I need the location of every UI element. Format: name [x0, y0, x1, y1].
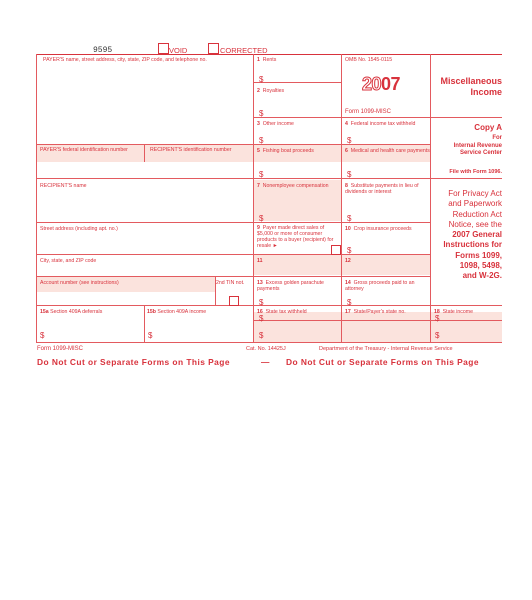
box7-label: 7 Nonemployee compensation: [257, 183, 329, 189]
void-label: VOID: [169, 46, 188, 55]
file-with-1096: File with Form 1096.: [449, 169, 502, 175]
rule-box15-top: [36, 305, 253, 306]
rule-box7-top: [253, 178, 430, 179]
rule-account-top: [36, 276, 253, 277]
rule-box16-mid: [253, 320, 341, 321]
privacy-notice: For Privacy Act and Paperwork Reduction Act Notice, see the 2007 General Instructions for Forms 1099, 1098, 5498, and W-2G.: [443, 189, 502, 281]
box8-label: 8 Substitute payments in lieu of dividends or interest: [345, 183, 419, 195]
box9-label: 9 Payer made direct sales of $5,000 or more of consumer products to a buyer (recipient) for resale ►: [257, 225, 334, 249]
footer-form-id: Form 1099-MISC: [37, 346, 84, 352]
rule-city-top: [36, 254, 253, 255]
box17-label: 17 State/Payer's state no.: [345, 309, 406, 315]
box15-divider: [144, 305, 145, 342]
rule-box3-top: [253, 117, 341, 118]
rule-copy-top: [430, 117, 502, 118]
box1-dollar: $: [259, 75, 264, 84]
corrected-label: CORRECTED: [220, 46, 268, 55]
form-label: Form 1099-MISC: [345, 109, 392, 115]
box5-dollar: $: [259, 170, 264, 179]
box4-dollar: $: [347, 136, 352, 145]
box8-dollar: $: [347, 214, 352, 223]
box18-dollar-2: $: [435, 331, 440, 340]
box18-shade: [431, 312, 502, 342]
box2-dollar: $: [259, 109, 264, 118]
box12-label: 12: [345, 258, 351, 264]
second-tin-checkbox[interactable]: [229, 296, 239, 306]
fed-id-divider: [144, 144, 145, 162]
box3-label: 3 Other income: [257, 121, 294, 127]
footer-cat-no: Cat. No. 14425J: [246, 346, 286, 352]
copy-label: Copy A: [474, 123, 502, 132]
rule-box13-top: [253, 276, 430, 277]
cut-warning-left: Do Not Cut or Separate Forms on This Page: [37, 357, 230, 367]
box3-dollar: $: [259, 136, 264, 145]
control-number: 9595: [93, 46, 113, 55]
rule-street-top: [36, 222, 253, 223]
rule-box2-top: [253, 82, 341, 83]
box10-dollar: $: [347, 246, 352, 255]
box18-dollar-1: $: [435, 314, 440, 323]
corrected-checkbox[interactable]: [208, 43, 219, 54]
street-label: Street address (including apt. no.): [40, 226, 118, 232]
box15b-dollar: $: [148, 331, 153, 340]
box16-shade: [254, 312, 341, 342]
box1-label: 1 Rents: [257, 57, 277, 63]
rule-box11-top: [253, 254, 430, 255]
box5-label: 5 Fishing boat proceeds: [257, 148, 314, 154]
rule-box18-mid: [430, 320, 502, 321]
rule-box5-top: [253, 144, 430, 145]
account-label: Account number (see instructions): [40, 280, 119, 286]
col-divider-1: [253, 54, 254, 342]
rule-box9-top: [253, 222, 430, 223]
box7-dollar: $: [259, 214, 264, 223]
col-divider-2: [341, 54, 342, 342]
left-rule: [36, 54, 37, 342]
city-label: City, state, and ZIP code: [40, 258, 97, 264]
box6-dollar: $: [347, 170, 352, 179]
box15a-dollar: $: [40, 331, 45, 340]
bottom-rule: [36, 342, 502, 343]
footer-dept: Department of the Treasury - Internal Revenue Service: [319, 346, 453, 352]
recipient-id-label: RECIPIENT'S identification number: [150, 147, 232, 153]
box9-checkbox[interactable]: [331, 245, 341, 255]
cut-warning-right: Do Not Cut or Separate Forms on This Page: [286, 357, 479, 367]
rule-box4-top: [341, 117, 430, 118]
box15b-label: 15b Section 409A income: [147, 309, 207, 315]
rule-box16-top: [253, 305, 502, 306]
rule-recipient-top: [36, 178, 253, 179]
box16-dollar-1: $: [259, 314, 264, 323]
rule-privacy-top: [430, 178, 502, 179]
box15a-label: 15a Section 409A deferrals: [40, 309, 103, 315]
tax-year: 2007: [362, 74, 401, 94]
recipient-name-label: RECIPIENT'S name: [40, 183, 87, 189]
box10-label: 10 Crop insurance proceeds: [345, 226, 412, 232]
box14-label: 14 Gross proceeds paid to an attorney: [345, 280, 415, 292]
copy-for-block: For Internal Revenue Service Center: [453, 135, 502, 156]
box12-shade: [342, 255, 430, 275]
omb-number: OMB No. 1545-0115: [345, 57, 393, 63]
box16-label: 16 State tax withheld: [257, 309, 307, 315]
box11-label: 11: [257, 258, 263, 264]
box16-dollar-2: $: [259, 331, 264, 340]
top-rule: [36, 54, 502, 55]
void-checkbox[interactable]: [158, 43, 169, 54]
box13-label: 13 Excess golden parachute payments: [257, 280, 324, 292]
box4-label: 4 Federal income tax withheld: [345, 121, 416, 127]
box13-dollar: $: [259, 298, 264, 307]
box14-dollar: $: [347, 298, 352, 307]
box18-label: 18 State income: [434, 309, 473, 315]
cut-warning-dash: —: [261, 357, 270, 367]
col-divider-3: [430, 54, 431, 342]
box11-shade: [254, 255, 341, 275]
payer-fed-id-label: PAYER'S federal identification number: [40, 147, 128, 153]
box6-label: 6 Medical and health care payments: [345, 148, 430, 154]
rule-payer-bottom: [36, 144, 253, 145]
rule-box17-mid: [341, 320, 430, 321]
box2-label: 2 Royalties: [257, 88, 285, 94]
box17-shade: [342, 312, 430, 342]
form-title: Miscellaneous Income: [440, 76, 502, 97]
second-tin-label: 2nd TIN not.: [216, 280, 245, 286]
payer-name-label: PAYER'S name, street address, city, state, ZIP code, and telephone no.: [43, 57, 207, 63]
